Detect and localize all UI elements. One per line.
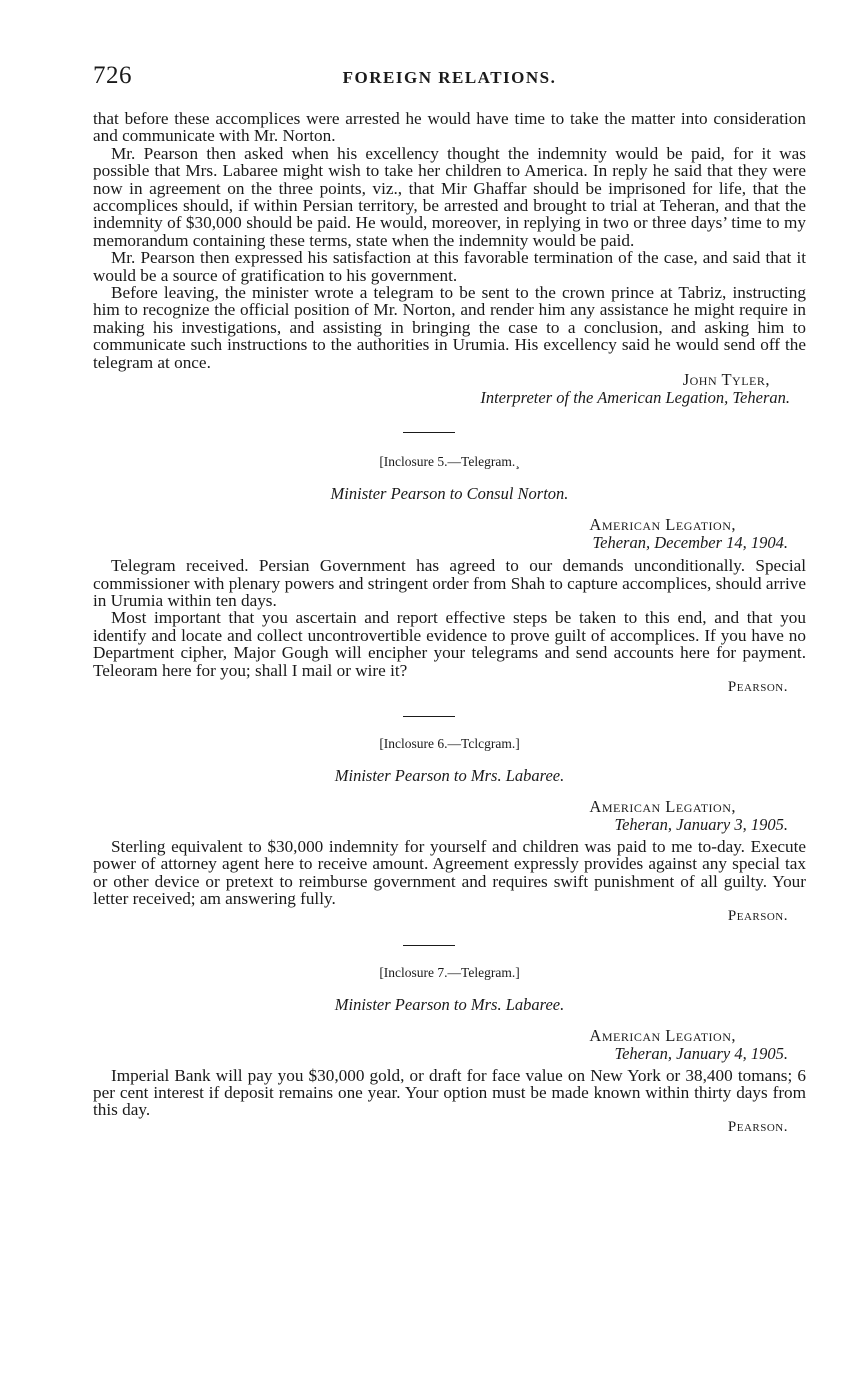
signature-name: John Tyler,: [682, 370, 770, 390]
telegram-heading: Minister Pearson to Mrs. Labaree.: [334, 994, 565, 1014]
dateline-date: Teheran, January 3, 1905.: [614, 814, 788, 834]
telegram-heading: Minister Pearson to Consul Norton.: [330, 484, 569, 504]
paragraph: that before these accomplices were arrested he would have time to take the matter into consideration and communicate with Mr. Norton.: [93, 109, 806, 146]
paragraph: Imperial Bank will pay you $30,000 gold, or draft for face value on New York or 38,400 tomans; 6 per cent interest if deposit remains one year. Your option must be made known within thirty days from this day.: [93, 1065, 806, 1120]
signature-block: [93, 371, 806, 407]
section-divider: [403, 716, 455, 717]
inclosure-label: [Inclosure 5.—Telegram.¸: [379, 454, 520, 470]
section-divider: [403, 945, 455, 946]
telegram-signer: Pearson.: [727, 907, 788, 924]
telegram-signer: Pearson.: [727, 1118, 788, 1135]
paragraph: Mr. Pearson then expressed his satisfaction at this favorable termination of the case, and said that it would be a source of gratification to his government.: [93, 248, 806, 285]
section-divider: [403, 432, 455, 433]
paragraph: Before leaving, the minister wrote a telegram to be sent to the crown prince at Tabriz, instructing him to recognize the official position of Mr. Norton, and render him any assistance he might require in making his investigations, and assisting in bringing the case to a conclusion, and asking him to communicate such instructions to the authorities in Urumia. His excellency said he would send off the telegram at once.: [93, 283, 806, 372]
telegram-body: [93, 557, 806, 679]
inclosure-label: [Inclosure 6.—Tclcgram.]: [379, 735, 520, 751]
page-header: [93, 62, 806, 92]
telegram-body: [93, 838, 806, 908]
dateline-place: American Legation,: [589, 1025, 736, 1045]
dateline-date: Teheran, January 4, 1905.: [614, 1043, 788, 1063]
memorandum-body: [93, 110, 806, 407]
dateline-place: American Legation,: [589, 796, 736, 816]
running-head: FOREIGN RELATIONS.: [342, 68, 557, 87]
paragraph: Mr. Pearson then asked when his excellency thought the indemnity would be paid, for it was possible that Mrs. Labaree might wish to take her children to America. In reply he said that they were now in agreement on the three points, viz., that Mir Ghaffar should be imprisoned for life, that the accomplices should, if within Persian territory, be arrested and brought to trial at Teheran, and that the indemnity of $30,000 should be paid. He would, moreover, in replying in two or three days’ time to my memorandum containing these terms, state when the indemnity would be paid.: [93, 143, 806, 250]
dateline-date: Teheran, December 14, 1904.: [592, 533, 788, 553]
page-number: 726: [93, 62, 132, 89]
telegram-body: [93, 1067, 806, 1119]
dateline: [93, 1027, 806, 1063]
paragraph: Sterling equivalent to $30,000 indemnity for yourself and children was paid to me to-day. Execute power of attorney agent here to receive amount. Agreement expressly provides against any special tax or other device or pretext to reimburse government and requires swift punishment of all guilty. Your letter received; am answering fully.: [93, 836, 806, 909]
signature-title: Interpreter of the American Legation, Teheran.: [480, 388, 790, 408]
telegram-signer: Pearson.: [727, 678, 788, 695]
dateline-place: American Legation,: [589, 515, 736, 535]
telegram-heading: Minister Pearson to Mrs. Labaree.: [334, 765, 565, 785]
document-page: [93, 62, 806, 1136]
inclosure-label: [Inclosure 7.—Telegram.]: [379, 964, 520, 980]
paragraph: Telegram received. Persian Government has agreed to our demands unconditionally. Special commissioner with plenary powers and stringent order from Shah to capture accomplices, should arrive in Urumia within ten days.: [93, 556, 806, 610]
paragraph: Most important that you ascertain and report effective steps be taken to this end, and that you identify and locate and collect uncontrovertible evidence to prove guilt of accomplices. If you have no Department cipher, Major Gough will encipher your telegrams and send accounts here for payment. Teleoram here for you; shall I mail or wire it?: [93, 608, 806, 680]
dateline: [93, 798, 806, 834]
dateline: [93, 516, 806, 552]
